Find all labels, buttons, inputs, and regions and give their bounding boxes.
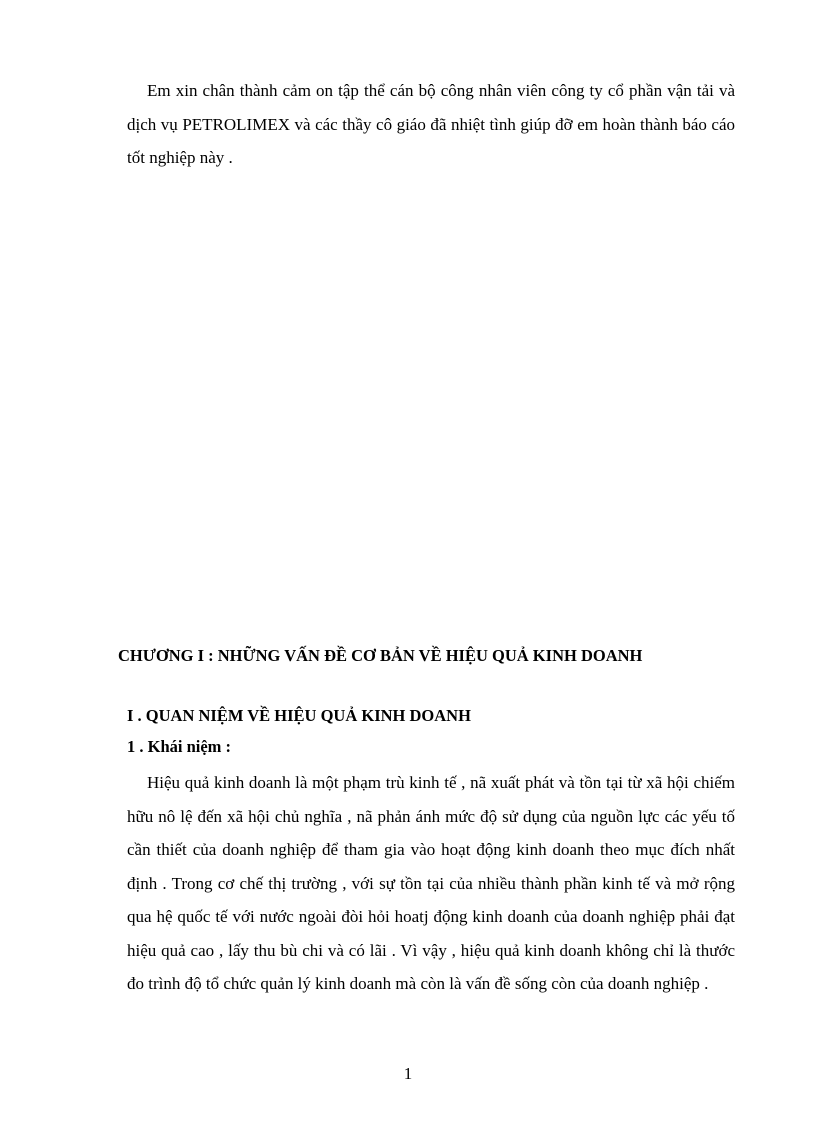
body-paragraph: Hiệu quả kinh doanh là một phạm trù kinh tế , nã xuất phát và tồn tại từ xã hội chiếm hữu nô lệ đến xã hội chủ nghĩa , nã phản ánh mức độ sử dụng của nguồn lực các yếu tố cần thiết của doanh nghiệp để tham gia vào hoạt động kinh doanh theo mục đích nhất định . Trong cơ chế thị trường , với sự tồn tại của nhiều thành phần kinh tế và mở rộng qua hệ quốc tế với nước ngoài đòi hỏi hoatj động kinh doanh của doanh nghiệp phải đạt hiệu quả cao , lấy thu bù chi và có lãi . Vì vậy , hiệu quả kinh doanh không chỉ là thước đo trình độ tổ chức quản lý kinh doanh mà còn là vấn đề sống còn của doanh nghiệp .	[127, 773, 735, 993]
page-number: 1	[403, 1064, 413, 1083]
subsection-title: 1 . Khái niệm :	[127, 737, 232, 756]
section-title: I . QUAN NIỆM VỀ HIỆU QUẢ KINH DOANH	[127, 706, 471, 725]
acknowledgement-paragraph: Em xin chân thành cảm on tập thể cán bộ công nhân viên công ty cổ phần vận tải và dịch vụ PETROLIMEX và các thầy cô giáo đã nhiệt tình giúp đỡ em hoàn thành báo cáo tốt nghiệp này .	[127, 81, 735, 167]
chapter-title: CHƯƠNG I : NHỮNG VẤN ĐỀ CƠ BẢN VỀ HIỆU QUẢ KINH DOANH	[118, 646, 643, 665]
